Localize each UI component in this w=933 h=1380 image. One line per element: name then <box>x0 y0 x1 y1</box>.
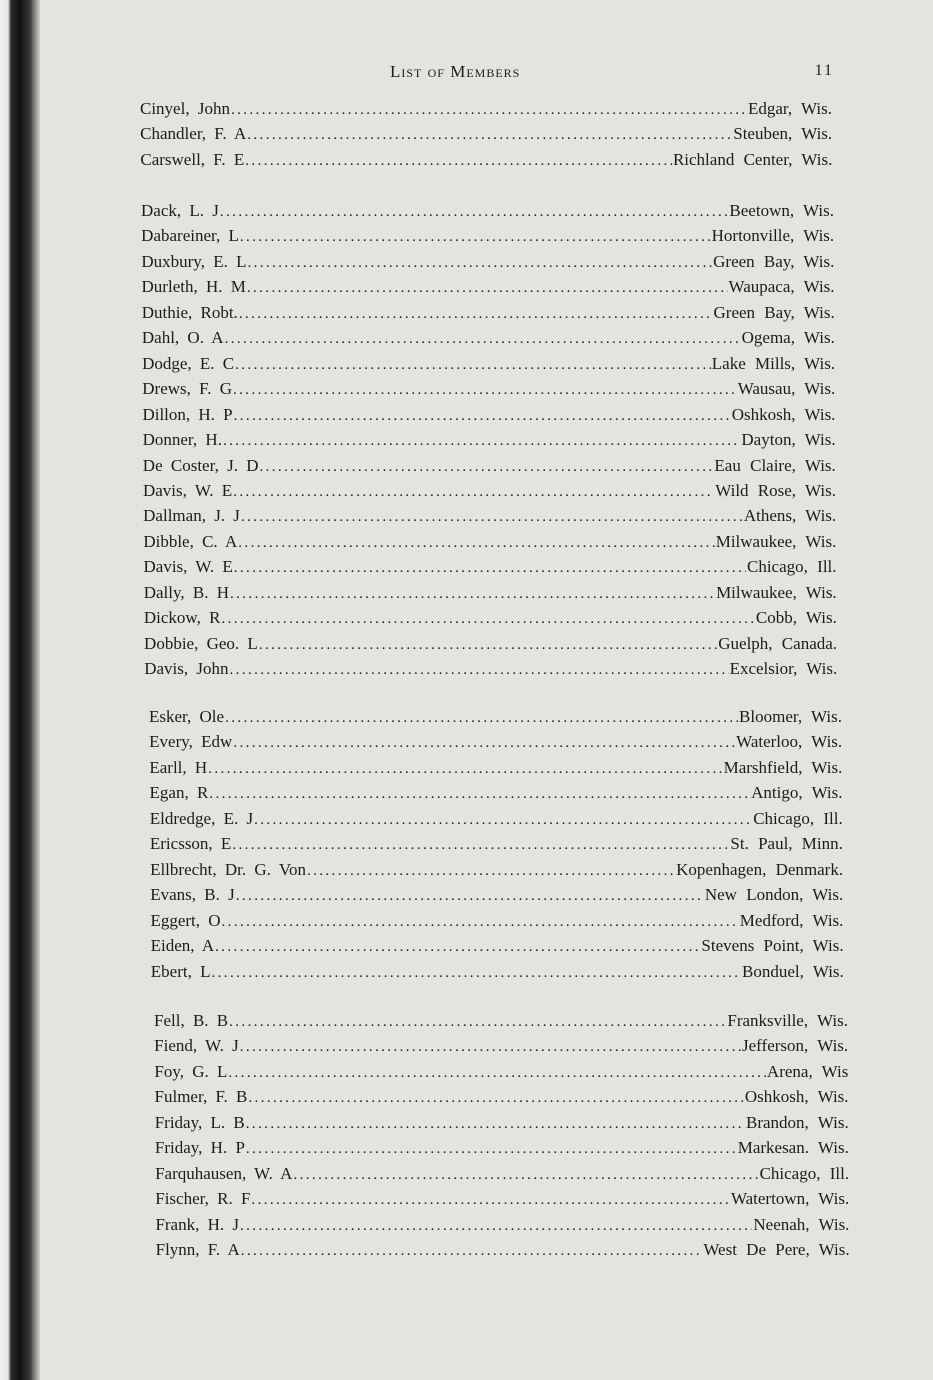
member-location: Antigo, Wis. <box>751 783 843 803</box>
page-number: 11 <box>814 62 834 79</box>
member-location: Medford, Wis. <box>739 910 844 930</box>
member-row <box>154 1033 848 1058</box>
member-row <box>155 1212 849 1237</box>
member-location: Edgar, Wis. <box>747 99 832 118</box>
dot-leader <box>307 859 675 884</box>
member-location: Kopenhagen, Denmark. <box>676 859 844 879</box>
member-location: Waupaca, Wis. <box>728 277 835 297</box>
member-location: Wild Rose, Wis. <box>715 480 836 500</box>
member-location: Green Bay, Wis. <box>713 302 835 322</box>
member-location: Green Bay, Wis. <box>713 251 835 271</box>
member-row <box>156 1237 850 1262</box>
dot-leader <box>225 706 738 731</box>
dot-leader <box>225 327 741 352</box>
dot-leader <box>233 731 735 756</box>
dot-leader <box>246 1112 745 1137</box>
member-name: Cinyel, John <box>140 99 230 118</box>
dot-leader <box>238 531 714 556</box>
member-name: Frank, H. J <box>155 1214 239 1234</box>
member-location: Excelsior, Wis. <box>729 659 838 679</box>
member-name: Fell, B. B <box>154 1011 229 1030</box>
member-location: Markesan. Wis. <box>737 1138 849 1158</box>
member-row <box>155 1161 849 1186</box>
member-row <box>143 453 836 478</box>
member-row <box>143 503 836 528</box>
dot-leader <box>212 961 742 986</box>
dot-leader <box>240 1214 752 1239</box>
member-name: Eiden, A <box>150 936 215 956</box>
member-row <box>150 831 843 856</box>
member-location: Wausau, Wis. <box>737 379 836 399</box>
member-location: Eau Claire, Wis. <box>714 455 836 475</box>
member-name: Dobbie, Geo. L <box>144 633 258 653</box>
member-location: Guelph, Canada. <box>718 633 838 653</box>
member-location: Lake Mills, Wis. <box>711 353 836 373</box>
member-row <box>142 300 835 325</box>
member-location: Ogema, Wis. <box>741 328 835 348</box>
member-row <box>141 198 834 223</box>
member-location: New London, Wis. <box>704 885 844 905</box>
dot-leader <box>233 378 737 403</box>
member-row <box>144 656 837 681</box>
dot-leader <box>231 98 747 123</box>
member-location: Bonduel, Wis. <box>742 961 844 981</box>
member-name: Dallman, J. J <box>143 506 240 526</box>
member-name: Davis, W. E <box>143 557 233 577</box>
member-row <box>140 121 832 146</box>
member-name: Fiend, W. J <box>154 1036 239 1056</box>
member-location: Stevens Point, Wis. <box>701 936 844 956</box>
member-name: Dabareiner, L <box>141 226 239 246</box>
member-name: Earll, H <box>149 757 208 777</box>
dot-leader <box>222 910 739 935</box>
dot-leader <box>251 1188 730 1213</box>
member-name: Esker, Ole <box>149 707 225 726</box>
dot-leader <box>235 353 711 378</box>
member-row <box>150 857 843 882</box>
dot-leader <box>240 1035 741 1060</box>
dot-leader <box>223 429 740 454</box>
member-location: Chicago, Ill. <box>753 808 843 828</box>
dot-leader <box>232 833 729 858</box>
book-binding-shadow <box>0 0 40 1380</box>
member-location: Marshfield, Wis. <box>723 757 843 777</box>
member-location: Hortonville, Wis. <box>711 226 835 246</box>
dot-leader <box>239 302 713 327</box>
member-row <box>149 729 842 754</box>
member-row <box>141 223 834 248</box>
member-name: Ellbrecht, Dr. G. Von <box>150 859 306 879</box>
member-row <box>144 580 837 605</box>
member-row <box>150 908 843 933</box>
member-name: Donner, H. <box>142 430 222 450</box>
dot-leader <box>245 149 672 174</box>
member-location: Neenah, Wis. <box>753 1214 850 1234</box>
member-location: Chicago, Ill. <box>747 557 837 577</box>
member-name: Dickow, R <box>143 608 221 628</box>
member-location: Jefferson, Wis. <box>742 1036 849 1056</box>
member-row <box>140 96 832 121</box>
dot-leader <box>247 251 712 276</box>
member-name: Friday, H. P <box>154 1138 245 1158</box>
member-name: Dodge, E. C <box>142 353 235 373</box>
dot-leader <box>293 1163 758 1188</box>
member-row <box>142 325 835 350</box>
member-row <box>151 933 844 958</box>
member-row <box>155 1110 849 1135</box>
dot-leader <box>228 1061 766 1086</box>
member-row <box>149 704 842 729</box>
dot-leader <box>234 404 731 429</box>
dot-leader <box>247 123 732 148</box>
member-name: Dillon, H. P <box>142 404 233 424</box>
dot-leader <box>221 607 754 632</box>
member-name: Drews, F. G <box>142 379 232 399</box>
member-row <box>154 1008 848 1033</box>
member-location: Beetown, Wis. <box>729 201 834 220</box>
member-name: Dahl, O. A <box>141 328 224 348</box>
member-name: Eggert, O <box>150 910 221 930</box>
member-row <box>150 882 843 907</box>
member-row <box>151 959 844 984</box>
dot-leader <box>241 505 743 530</box>
member-row <box>143 529 836 554</box>
member-location: Franksville, Wis. <box>727 1011 848 1030</box>
dot-leader <box>240 225 711 250</box>
member-name: Ericsson, E <box>149 834 232 854</box>
member-location: Waterloo, Wis. <box>736 732 843 752</box>
member-row <box>143 427 836 452</box>
member-row <box>142 351 835 376</box>
member-location: West De Pere, Wis. <box>703 1240 850 1260</box>
header-title: List of Members <box>390 62 521 81</box>
member-location: Richland Center, Wis. <box>672 149 833 169</box>
dot-leader <box>254 808 752 833</box>
member-name: Duthie, Robt. <box>141 302 238 322</box>
member-name: Evans, B. J <box>150 885 235 905</box>
dot-leader <box>259 455 713 480</box>
member-location: Steuben, Wis. <box>733 124 833 144</box>
member-name: Dally, B. H <box>143 582 229 602</box>
dot-leader <box>209 782 750 807</box>
dot-leader <box>215 935 700 960</box>
member-location: Athens, Wis. <box>743 506 837 526</box>
member-location: Bloomer, Wis. <box>739 707 842 726</box>
member-row <box>141 249 834 274</box>
member-row <box>142 402 835 427</box>
member-name: Egan, R <box>149 783 209 803</box>
dot-leader <box>233 480 714 505</box>
dot-leader <box>248 1086 743 1111</box>
member-name: Eldredge, E. J <box>149 808 254 828</box>
member-location: Oshkosh, Wis. <box>731 404 836 424</box>
member-location: Chicago, Ill. <box>759 1163 850 1183</box>
member-name: Foy, G. L <box>154 1061 228 1081</box>
running-header <box>140 62 840 86</box>
member-name: Chandler, F. A <box>140 124 247 144</box>
dot-leader <box>247 276 728 301</box>
dot-leader <box>236 884 704 909</box>
member-row <box>155 1135 849 1160</box>
member-row <box>144 554 837 579</box>
member-row <box>143 478 836 503</box>
member-location: Oshkosh, Wis. <box>744 1087 849 1107</box>
member-name: Davis, W. E <box>142 480 233 500</box>
member-row <box>142 274 835 299</box>
member-row <box>144 605 837 630</box>
member-row <box>154 1059 848 1084</box>
member-location: Milwaukee, Wis. <box>715 531 837 551</box>
dot-leader <box>241 1239 703 1264</box>
dot-leader <box>208 757 722 782</box>
dot-leader <box>220 200 729 225</box>
member-row <box>144 631 837 656</box>
member-name: Carswell, F. E <box>140 149 245 169</box>
member-name: Friday, L. B <box>154 1112 245 1132</box>
member-name: Durleth, H. M <box>141 277 246 297</box>
member-row <box>150 806 843 831</box>
member-name: Every, Edw <box>149 732 233 752</box>
dot-leader <box>234 556 746 581</box>
member-location: Arena, Wis <box>766 1061 849 1081</box>
member-name: Ebert, L <box>150 961 211 981</box>
member-location: Brandon, Wis. <box>746 1112 849 1132</box>
member-name: Davis, John <box>144 659 229 679</box>
dot-leader <box>259 633 717 658</box>
member-name: Dibble, C. A <box>143 531 238 551</box>
member-location: Milwaukee, Wis. <box>716 582 837 602</box>
member-name: Duxbury, E. L <box>141 251 247 271</box>
dot-leader <box>230 658 729 683</box>
member-row <box>150 780 843 805</box>
member-name: Dack, L. J <box>141 201 219 220</box>
member-location: St. Paul, Minn. <box>730 834 843 854</box>
member-location: Watertown, Wis. <box>730 1189 850 1209</box>
member-location: Dayton, Wis. <box>741 430 836 450</box>
member-name: Fulmer, F. B <box>154 1087 248 1107</box>
member-row <box>140 147 832 172</box>
member-row <box>149 755 842 780</box>
member-name: De Coster, J. D <box>142 455 259 475</box>
member-row <box>142 376 835 401</box>
member-name: Flynn, F. A <box>155 1240 240 1260</box>
member-name: Farquhausen, W. A <box>155 1163 293 1183</box>
member-row <box>155 1084 849 1109</box>
member-location: Cobb, Wis. <box>755 608 837 628</box>
dot-leader <box>246 1137 737 1162</box>
member-row <box>155 1186 849 1211</box>
member-name: Fischer, R. F <box>155 1189 251 1209</box>
dot-leader <box>230 582 715 607</box>
dot-leader <box>229 1010 726 1035</box>
